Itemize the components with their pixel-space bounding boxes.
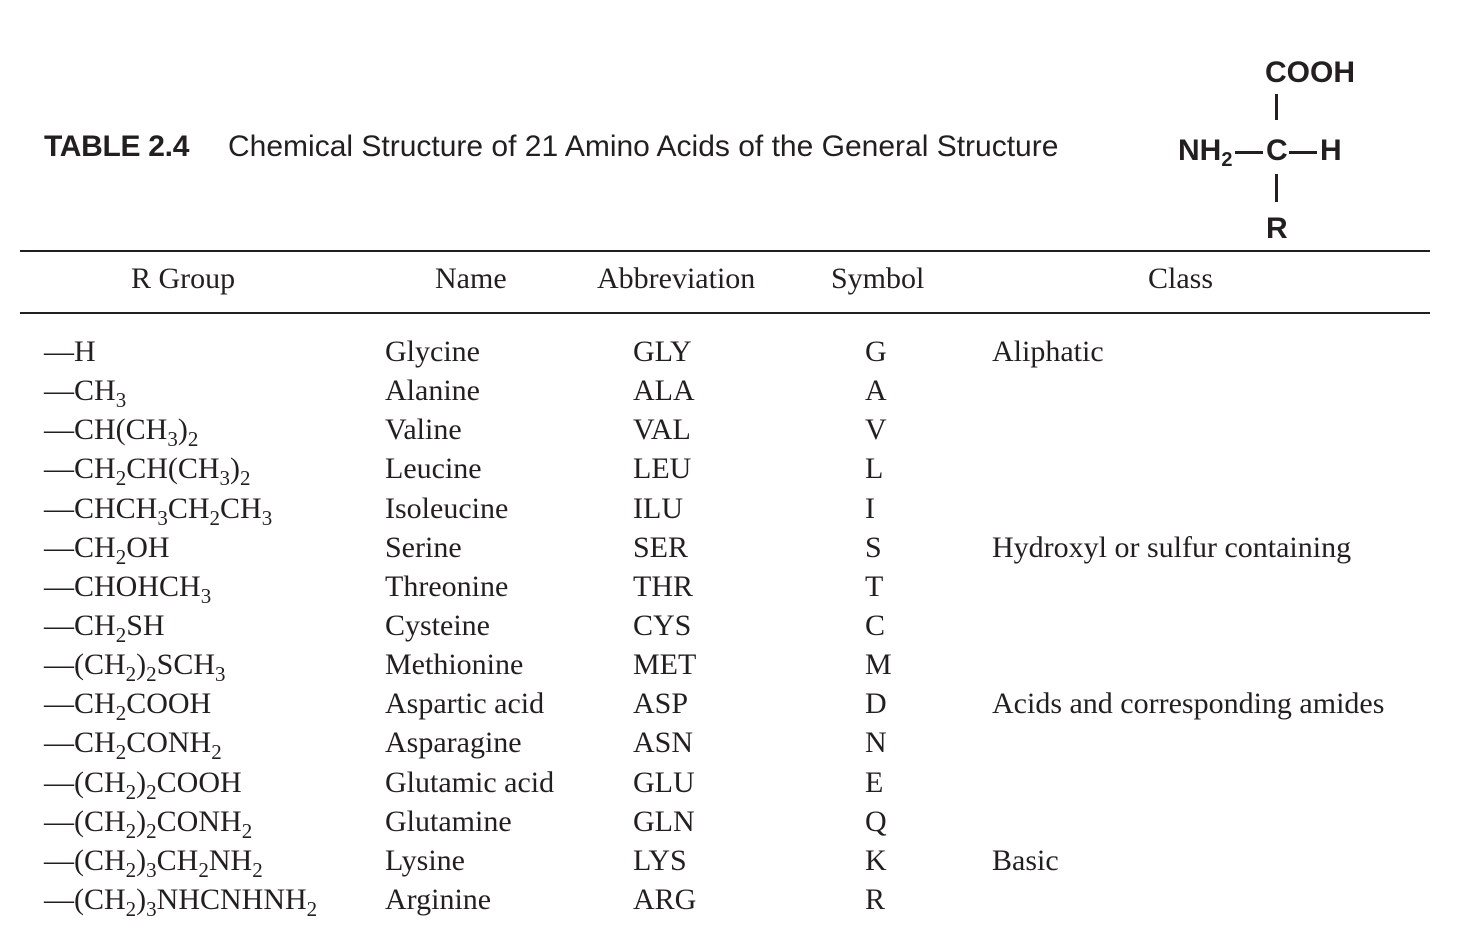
structure-right-h: H: [1320, 134, 1342, 167]
r-group-cell: $—CH_2CONH_2$: [44, 726, 222, 765]
abbreviation-cell: ASN: [633, 726, 694, 760]
symbol-cell: V: [865, 413, 887, 447]
name-cell: Glycine: [385, 335, 480, 368]
class-cell: Acids and corresponding amides: [992, 687, 1385, 721]
header-abbreviation: Abbreviation: [597, 262, 756, 295]
abbreviation-cell: CYS: [633, 608, 692, 642]
name-cell: Glutamine: [385, 804, 512, 838]
symbol-cell: E: [865, 765, 884, 799]
r-group-cell: $—CH_2COOH$: [44, 687, 212, 726]
structure-top-cooh: COOH: [1265, 56, 1355, 89]
structure-left-nh: NH: [1178, 134, 1222, 167]
name-cell: Asparagine: [385, 726, 522, 760]
table-row: [0, 410, 1468, 452]
table-row: [0, 723, 1468, 765]
abbreviation-cell: ALA: [633, 374, 695, 408]
table-row: [0, 567, 1468, 606]
symbol-cell: M: [865, 648, 892, 682]
structure-bond-right: [1289, 151, 1317, 154]
table-header-rule: [20, 312, 1430, 314]
symbol-cell: S: [865, 530, 882, 564]
symbol-cell: Q: [865, 804, 887, 838]
table-top-rule: [20, 250, 1430, 252]
r-group-cell: $—CHCH_3CH_2CH_3$: [44, 491, 273, 530]
structure-left-subscript: 2: [1221, 149, 1233, 171]
header-symbol: Symbol: [831, 262, 925, 295]
abbreviation-cell: SER: [633, 530, 689, 564]
table-row: [0, 449, 1468, 491]
abbreviation-cell: GLN: [633, 804, 695, 838]
class-cell: Hydroxyl or sulfur containing: [992, 530, 1352, 564]
name-cell: Alanine: [385, 374, 480, 408]
name-cell: Leucine: [385, 452, 482, 486]
table-row: [0, 371, 1468, 413]
name-cell: Aspartic acid: [385, 687, 545, 721]
general-structure-diagram: [1170, 50, 1380, 250]
table-row: [0, 802, 1468, 841]
abbreviation-cell: GLU: [633, 765, 695, 799]
abbreviation-cell: LYS: [633, 843, 687, 877]
abbreviation-cell: ILU: [633, 491, 683, 525]
table-row: [0, 332, 1468, 371]
header-name: Name: [435, 262, 507, 295]
structure-bottom-r: R: [1266, 212, 1288, 245]
structure-center-carbon: C: [1266, 134, 1288, 167]
structure-left-nh2: [1178, 134, 1233, 171]
table-row: [0, 684, 1468, 726]
table-row: [0, 489, 1468, 528]
r-group-cell: $—CH_2CH(CH_3)_2$: [44, 452, 251, 491]
symbol-cell: R: [865, 882, 886, 916]
r-group-cell: $—(CH_2)_3NHCNHNH_2$: [44, 882, 318, 921]
r-group-cell: $—CH_3$: [44, 374, 127, 413]
abbreviation-cell: LEU: [633, 452, 692, 486]
abbreviation-cell: ASP: [633, 687, 689, 721]
name-cell: Valine: [385, 413, 462, 447]
r-group-cell: $—CHOHCH_3$: [44, 569, 212, 608]
abbreviation-cell: MET: [633, 648, 697, 682]
symbol-cell: K: [865, 843, 887, 877]
symbol-cell: I: [865, 491, 875, 525]
r-group-cell: $—(CH_2)_2COOH$: [44, 765, 242, 804]
header-class: Class: [1148, 262, 1214, 295]
name-cell: Threonine: [385, 569, 509, 603]
r-group-cell: $—CH_2SH$: [44, 608, 165, 647]
name-cell: Isoleucine: [385, 491, 509, 525]
table-caption-text: Chemical Structure of 21 Amino Acids of the General Structure: [228, 130, 1059, 163]
table-row: [0, 763, 1468, 802]
abbreviation-cell: VAL: [633, 413, 691, 447]
r-group-cell: $—CH(CH_3)_2$: [44, 413, 199, 452]
table-row: [0, 528, 1468, 567]
symbol-cell: A: [865, 374, 887, 408]
symbol-cell: G: [865, 335, 887, 368]
r-group-cell: $—(CH_2)_2SCH_3$: [44, 648, 226, 687]
class-cell: Aliphatic: [992, 335, 1104, 368]
name-cell: Serine: [385, 530, 462, 564]
table-row: [0, 645, 1468, 687]
r-group-cell: $—(CH_2)_2CONH_2$: [44, 804, 253, 843]
structure-bond-top: [1275, 94, 1278, 120]
table-row: [0, 841, 1468, 880]
table-caption-label: TABLE 2.4: [44, 130, 190, 163]
symbol-cell: T: [865, 569, 884, 603]
symbol-cell: N: [865, 726, 887, 760]
name-cell: Lysine: [385, 843, 465, 877]
table-row: [0, 880, 1468, 919]
abbreviation-cell: GLY: [633, 335, 692, 368]
r-group-cell: —H: [44, 335, 96, 368]
abbreviation-cell: ARG: [633, 882, 697, 916]
name-cell: Cysteine: [385, 608, 490, 642]
symbol-cell: D: [865, 687, 887, 721]
r-group-cell: $—CH_2OH$: [44, 530, 170, 569]
symbol-cell: C: [865, 608, 886, 642]
name-cell: Methionine: [385, 648, 524, 682]
structure-bond-left: [1235, 151, 1263, 154]
r-group-cell: $—(CH_2)_3CH_2NH_2$: [44, 843, 263, 882]
class-cell: Basic: [992, 843, 1059, 877]
symbol-cell: L: [865, 452, 884, 486]
name-cell: Glutamic acid: [385, 765, 555, 799]
structure-bond-bottom: [1275, 174, 1278, 202]
name-cell: Arginine: [385, 882, 492, 916]
abbreviation-cell: THR: [633, 569, 693, 603]
table-row: [0, 606, 1468, 645]
header-r-group: R Group: [131, 262, 236, 295]
